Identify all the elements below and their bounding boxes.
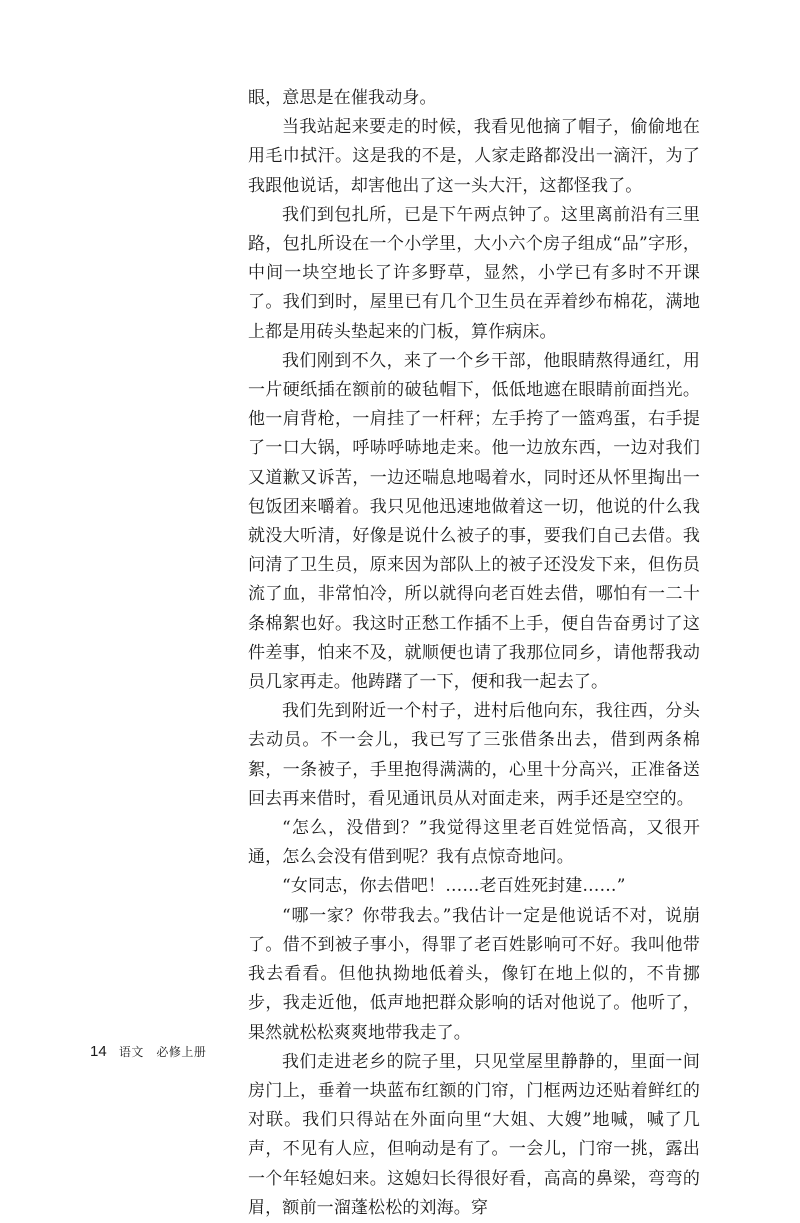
paragraph: “女同志，你去借吧！……老百姓死封建……” [282,876,626,897]
book-title: 语文 必修上册 [118,1045,207,1059]
paragraph-continued: 眼，意思是在催我动身。 [248,88,437,108]
paragraph: 我们到包扎所，已是下午两点钟了。这里离前沿有三里路，包扎所设在一个小学里，大小六个房子组成“品”字形，中间一块空地长了许多野草，显然，小学已有多时不开课了。我们到时，屋里已有几个卫生员在弄着纱布棉花，满地上都是用砖头垫起来的门板，算作病床。 [248,204,700,342]
paragraph: 我们先到附近一个村子，进村后他向东，我往西，分头去动员。不一会儿，我已写了三张借条出去，借到两条棉絮，一条被子，手里抱得满满的，心里十分高兴，正准备送回去再来借时，看见通讯员从对面走来，两手还是空空的。 [248,701,700,809]
paragraph: “哪一家？你带我去。”我估计一定是他说话不对，说崩了。借不到被子事小，得罪了老百姓影响可不好。我叫他带我去看看。但他执拗地低着头，像钉在地上似的，不肯挪步，我走近他，低声地把群众影响的话对他说了。他听了，果然就松松爽爽地带我走了。 [248,905,700,1043]
paragraph: “怎么，没借到？”我觉得这里老百姓觉悟高，又很开通，怎么会没有借到呢？我有点惊奇地问。 [248,818,700,868]
paragraph: 我们刚到不久，来了一个乡干部，他眼睛熬得通红，用一片硬纸插在额前的破毡帽下，低低地遮在眼睛前面挡光。他一肩背枪，一肩挂了一杆秤；左手挎了一篮鸡蛋，右手提了一口大锅，呼哧呼哧地走来。他一边放东西，一边对我们又道歉又诉苦，一边还喘息地喝着水，同时还从怀里掏出一包饭团来嚼着。我只见他迅速地做着这一切，他说的什么我就没大听清，好像是说什么被子的事，要我们自己去借。我问清了卫生员，原来因为部队上的被子还没发下来，但伤员流了血，非常怕冷，所以就得向老百姓去借，哪怕有一二十条棉絮也好。我这时正愁工作插不上手，便自告奋勇讨了这件差事，怕来不及，就顺便也请了我那位同乡，请他帮我动员几家再走。他踌躇了一下，便和我一起去了。 [248,350,700,693]
paragraph: 我们走进老乡的院子里，只见堂屋里静静的，里面一间房门上，垂着一块蓝布红额的门帘，门框两边还贴着鲜红的对联。我们只得站在外面向里“大姐、大嫂”地喊，喊了几声，不见有人应，但响动是有了。一会儿，门帘一挑，露出一个年轻媳妇来。这媳妇长得很好看，高高的鼻梁，弯弯的眉，额前一溜蓬松松的刘海。穿 [248,1051,700,1218]
page-number: 14 [90,1043,107,1060]
body-text [248,84,700,1223]
paragraph: 当我站起来要走的时候，我看见他摘了帽子，偷偷地在用毛巾拭汗。这是我的不是，人家走路都没出一滴汗，为了我跟他说话，却害他出了这一头大汗，这都怪我了。 [248,117,700,196]
page-footer [90,1044,206,1061]
